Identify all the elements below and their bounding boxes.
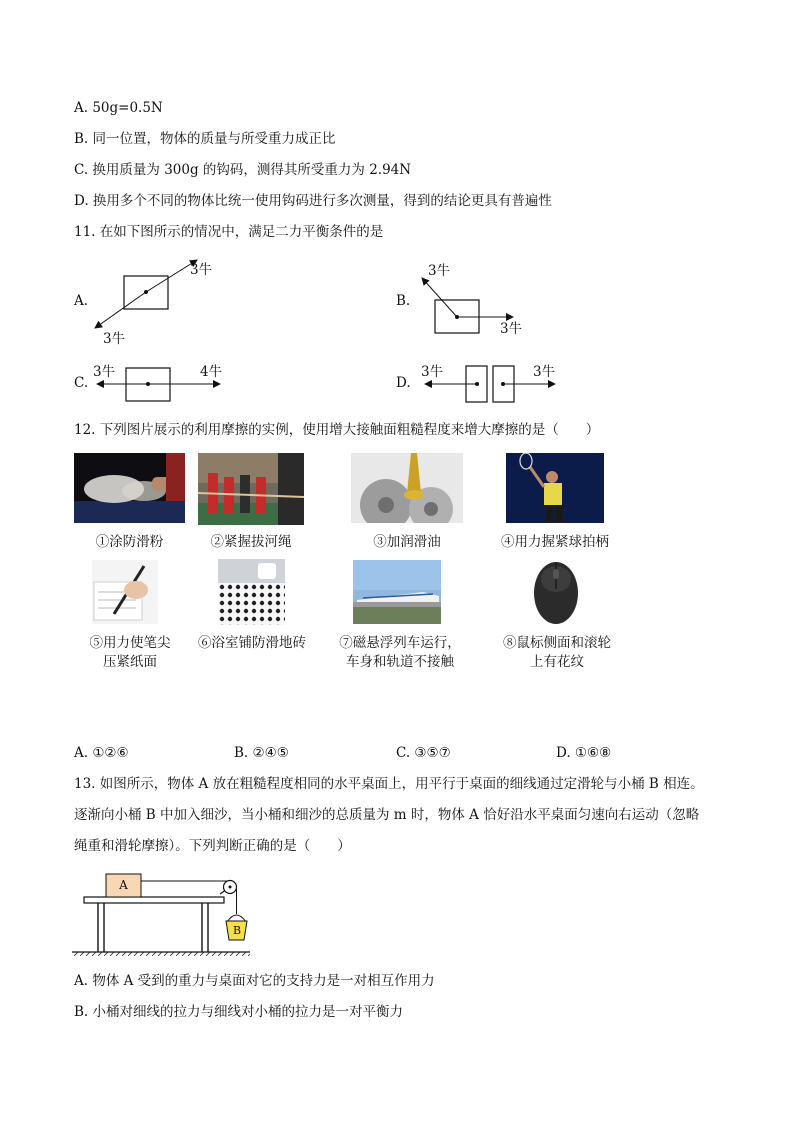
q11-c-force-right: 4牛 (200, 364, 223, 380)
q13-block-a-label: A (119, 878, 128, 892)
q12-option-a: A. ①②⑥ (74, 745, 129, 761)
q13-stem-line-1: 13. 如图所示，物体 A 放在粗糙程度相同的水平桌面上，用平行于桌面的细线通过定滑轮与小桶 B 相连。 (74, 776, 704, 792)
q10-option-a: A. 50g=0.5N (74, 100, 163, 116)
q12-stem: 12. 下列图片展示的利用摩擦的实例，使用增大接触面粗糙程度来增大摩擦的是（ ） (74, 422, 600, 438)
caption-4: ④用力握紧球拍柄 (501, 534, 609, 550)
q11-c-force-left: 3牛 (93, 364, 116, 380)
q11-label-a: A. (74, 293, 89, 309)
q13-option-a: A. 物体 A 受到的重力与桌面对它的支持力是一对相互作用力 (74, 973, 435, 989)
q11-label-b: B. (396, 293, 411, 309)
q11-b-force-upper: 3牛 (428, 263, 451, 279)
photo-chalk-powder (74, 453, 185, 523)
q12-option-b: B. ②④⑤ (234, 745, 289, 761)
q12-option-d: D. ①⑥⑧ (556, 745, 612, 761)
photo-mouse (531, 559, 582, 625)
q10-option-d: D. 换用多个不同的物体比统一使用钩码进行多次测量，得到的结论更具有普遍性 (74, 193, 552, 209)
caption-5: ⑤用力使笔尖 压紧纸面 (89, 635, 171, 670)
caption-2: ②紧握拔河绳 (210, 534, 292, 550)
caption-8: ⑧鼠标侧面和滚轮 上有花纹 (503, 635, 611, 670)
q13-stem-line-3: 绳重和滑轮摩擦）。下列判断正确的是（ ） (74, 838, 351, 854)
photo-lubricating-gears (351, 453, 463, 523)
q11-d-force-right: 3牛 (533, 364, 556, 380)
q11-label-d: D. (396, 375, 411, 391)
q10-option-c: C. 换用质量为 300g 的钩码，测得其所受重力为 2.94N (74, 162, 412, 178)
q11-b-force-right: 3牛 (500, 321, 523, 337)
q11-stem: 11. 在如下图所示的情况中，满足二力平衡条件的是 (74, 224, 384, 240)
photo-badminton-player (506, 453, 604, 523)
photo-pen-writing (92, 560, 158, 624)
q11-d-force-left: 3牛 (421, 364, 444, 380)
caption-3: ③加润滑油 (373, 534, 441, 550)
q12-option-c: C. ③⑤⑦ (396, 745, 451, 761)
photo-maglev-train (353, 560, 441, 624)
q13-stem-line-2: 逐渐向小桶 B 中加入细沙，当小桶和细沙的总质量为 m 时，物体 A 恰好沿水平桌面匀速向右运动（忽略 (74, 807, 700, 823)
q11-a-force-upper: 3牛 (190, 262, 213, 278)
caption-1: ①涂防滑粉 (95, 534, 164, 550)
q11-label-c: C. (74, 375, 89, 391)
photo-bathroom-tiles (218, 559, 285, 625)
photo-tug-of-war (198, 453, 304, 525)
caption-6: ⑥浴室铺防滑地砖 (198, 635, 306, 651)
q11-diagram-a (95, 260, 197, 328)
q10-option-b: B. 同一位置，物体的质量与所受重力成正比 (74, 131, 336, 147)
caption-7: ⑦磁悬浮列车运行， 车身和轨道不接触 (339, 635, 461, 670)
q13-bucket-b-label: B (232, 924, 242, 937)
q13-option-b: B. 小桶对细线的拉力与细线对小桶的拉力是一对平衡力 (74, 1004, 404, 1020)
q13-pulley-diagram (68, 866, 268, 956)
q11-a-force-lower: 3牛 (103, 331, 126, 347)
